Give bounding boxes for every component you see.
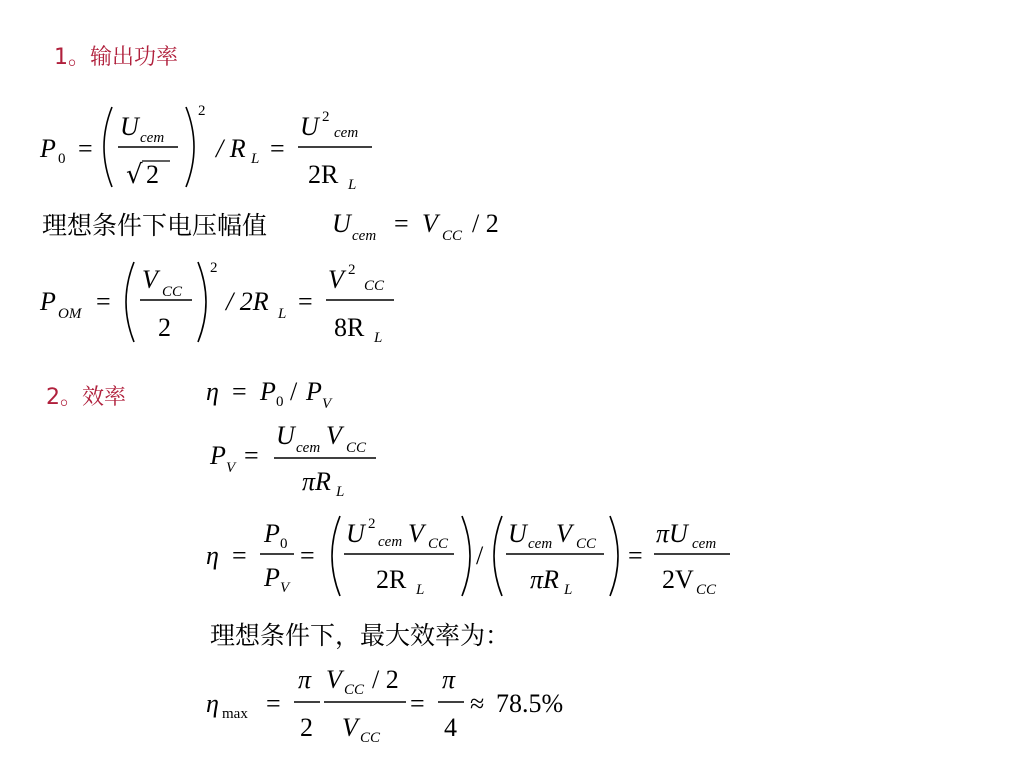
eq1-lhs-sub: 0 bbox=[58, 151, 66, 167]
eq1-rparen bbox=[186, 107, 194, 187]
etaf-f2-den: 2R bbox=[376, 565, 407, 594]
etaf-lhs: η bbox=[206, 541, 219, 570]
eta-slash: / bbox=[290, 377, 298, 406]
eq2-eq2: = bbox=[298, 287, 313, 316]
etaf-f2-num-v-sub: CC bbox=[428, 536, 449, 552]
equation-p0 bbox=[30, 95, 410, 200]
eq1-eq: = bbox=[78, 134, 93, 163]
etaf-rparen1 bbox=[462, 516, 470, 596]
heading-efficiency: 2。效率 bbox=[46, 385, 126, 410]
etaf-lparen2 bbox=[494, 516, 502, 596]
eta-p0-sub: 0 bbox=[276, 394, 284, 410]
eq1-frac-den: 2 bbox=[146, 160, 159, 189]
eq2-div-r-sub: L bbox=[278, 306, 287, 322]
eta-eq: = bbox=[232, 377, 247, 406]
etamax-f3-num: π bbox=[442, 665, 456, 694]
etaf-f4-num: πU bbox=[656, 519, 688, 548]
eq2-lhs-sub: OM bbox=[58, 306, 82, 322]
etamax-eq2: = bbox=[410, 689, 425, 718]
etaf-lparen1 bbox=[332, 516, 340, 596]
etamax-lhs-sub: max bbox=[222, 706, 248, 722]
etaf-f2-num-u: U bbox=[346, 519, 365, 548]
etamax-f2-den: V bbox=[342, 713, 358, 742]
etaf-f1-den-sub: V bbox=[280, 580, 290, 596]
eq2-lhs: P bbox=[40, 287, 56, 316]
etamax-lhs: η bbox=[206, 689, 219, 718]
eq1-rhs-den-sub: L bbox=[348, 177, 357, 193]
etamax-f3-den: 4 bbox=[444, 713, 457, 742]
etaf-f3-num-u: U bbox=[508, 519, 527, 548]
pv-lhs-sub: V bbox=[226, 460, 236, 476]
eq2-div-r: / 2R bbox=[226, 287, 269, 316]
pv-den: πR bbox=[302, 467, 331, 496]
eq1-sqrt-sym: √ bbox=[126, 160, 143, 190]
eq2-rhs-den: 8R bbox=[334, 313, 365, 342]
etaf-f2-num-sub: cem bbox=[378, 534, 403, 550]
etaf-f1-num: P bbox=[264, 519, 280, 548]
eq1-div-r: / R bbox=[216, 134, 246, 163]
eq1-frac-num-sub: cem bbox=[140, 130, 165, 146]
text-ideal-amplitude: 理想条件下电压幅值 bbox=[42, 211, 268, 240]
eq1-eq2: = bbox=[270, 134, 285, 163]
ucem-lhs: U bbox=[332, 209, 351, 238]
etamax-value: 78.5% bbox=[496, 689, 564, 718]
eq1-power: 2 bbox=[198, 103, 206, 119]
text-ideal-max: 理想条件下，最大效率为： bbox=[210, 621, 511, 650]
equation-ucem bbox=[328, 200, 528, 246]
etamax-eq: = bbox=[266, 689, 281, 718]
eq1-lhs: P bbox=[40, 134, 56, 163]
etaf-f2-num-sup: 2 bbox=[368, 516, 376, 532]
etaf-f4-num-sub: cem bbox=[692, 536, 717, 552]
eq2-rhs-sup: 2 bbox=[348, 262, 356, 278]
pv-den-sub: L bbox=[336, 484, 345, 500]
etaf-f4-den: 2V bbox=[662, 565, 694, 594]
etaf-eq3: = bbox=[628, 541, 643, 570]
etaf-f3-num-sub: cem bbox=[528, 536, 553, 552]
eq1-rhs-sub: cem bbox=[334, 125, 359, 141]
eta-pv: P bbox=[306, 377, 322, 406]
equation-eta bbox=[200, 368, 400, 414]
eq2-rhs-num: V bbox=[328, 265, 344, 294]
ucem-eq: = bbox=[394, 209, 409, 238]
etamax-f2-num-tail: / 2 bbox=[372, 665, 399, 694]
ucem-lhs-sub: cem bbox=[352, 228, 377, 244]
etaf-f2-num-v: V bbox=[408, 519, 424, 548]
equation-eta-full bbox=[200, 510, 740, 605]
eq2-rhs-sub: CC bbox=[364, 278, 385, 294]
etaf-f2-den-sub: L bbox=[416, 582, 425, 598]
etamax-f2-num: V bbox=[326, 665, 342, 694]
eq2-rhs-den-sub: L bbox=[374, 330, 383, 346]
eq1-lparen bbox=[104, 107, 112, 187]
eq2-frac-den: 2 bbox=[158, 313, 171, 342]
eq1-rhs-sup: 2 bbox=[322, 109, 330, 125]
etaf-f1-num-sub: 0 bbox=[280, 536, 288, 552]
pv-lhs: P bbox=[210, 441, 226, 470]
etamax-f2-num-sub: CC bbox=[344, 682, 365, 698]
ucem-rhs-tail: / 2 bbox=[472, 209, 499, 238]
pv-num-v-sub: CC bbox=[346, 440, 367, 456]
eq1-frac-num: U bbox=[120, 112, 139, 141]
eq2-power: 2 bbox=[210, 260, 218, 276]
equation-pv bbox=[200, 416, 400, 506]
eq2-rparen bbox=[198, 262, 206, 342]
eq2-frac-num-sub: CC bbox=[162, 284, 183, 300]
eq1-rhs-den: 2R bbox=[308, 160, 339, 189]
heading-output-power: 1。输出功率 bbox=[54, 45, 178, 70]
pv-num-u-sub: cem bbox=[296, 440, 321, 456]
etaf-slash: / bbox=[476, 541, 484, 570]
etaf-f3-num-v-sub: CC bbox=[576, 536, 597, 552]
etaf-f3-num-v: V bbox=[556, 519, 572, 548]
eq2-frac-num: V bbox=[142, 265, 158, 294]
etaf-f3-den: πR bbox=[530, 565, 559, 594]
eta-lhs: η bbox=[206, 377, 219, 406]
etaf-eq2: = bbox=[300, 541, 315, 570]
eq2-lparen bbox=[126, 262, 134, 342]
eta-p0: P bbox=[260, 377, 276, 406]
pv-num-v: V bbox=[326, 421, 342, 450]
etamax-approx: ≈ bbox=[470, 689, 485, 718]
eta-pv-sub: V bbox=[322, 396, 332, 412]
eq1-div-r-sub: L bbox=[251, 151, 260, 167]
ucem-rhs: V bbox=[422, 209, 438, 238]
etaf-eq: = bbox=[232, 541, 247, 570]
etamax-f1-num: π bbox=[298, 665, 312, 694]
etamax-f1-den: 2 bbox=[300, 713, 313, 742]
etaf-f1-den: P bbox=[264, 563, 280, 592]
pv-eq: = bbox=[244, 441, 259, 470]
etaf-f3-den-sub: L bbox=[564, 582, 573, 598]
pv-num-u: U bbox=[276, 421, 295, 450]
equation-eta-max bbox=[200, 658, 600, 753]
etaf-f4-den-sub: CC bbox=[696, 582, 717, 598]
ucem-rhs-sub: CC bbox=[442, 228, 463, 244]
etamax-f2-den-sub: CC bbox=[360, 730, 381, 746]
etaf-rparen2 bbox=[610, 516, 618, 596]
eq2-eq: = bbox=[96, 287, 111, 316]
eq1-rhs-num: U bbox=[300, 112, 319, 141]
equation-pom bbox=[30, 250, 430, 355]
